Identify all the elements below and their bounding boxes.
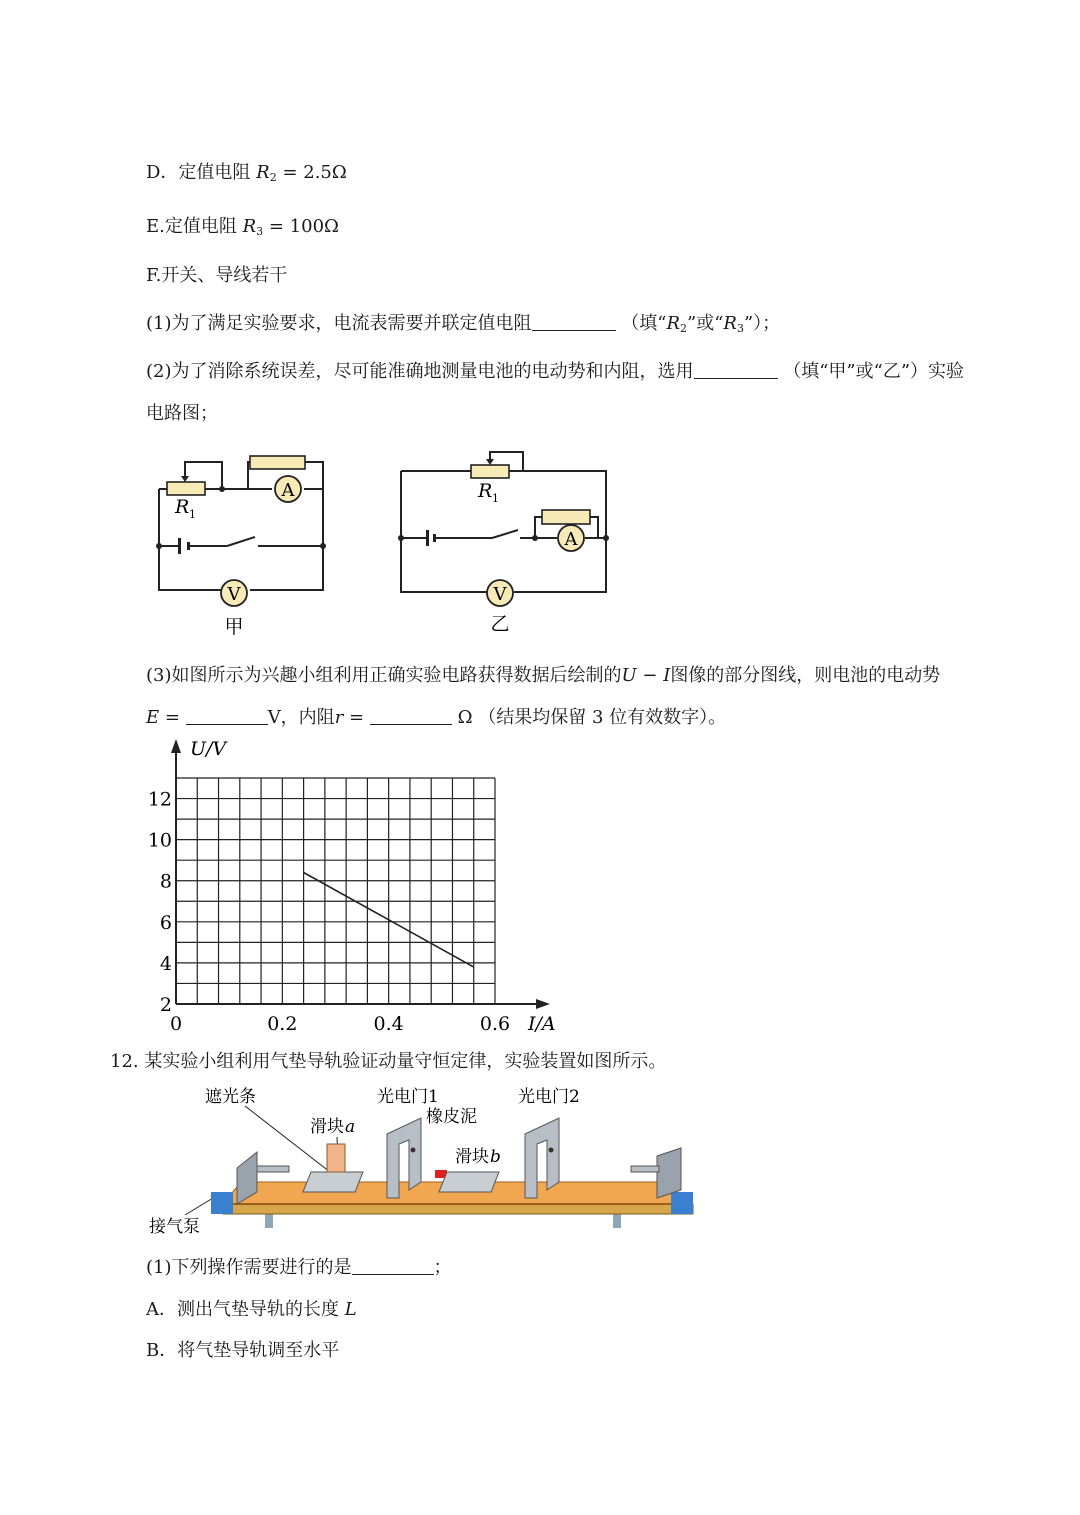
y-tick-label: 12 xyxy=(147,788,172,811)
question-12-1 xyxy=(146,1253,452,1279)
label-slider-a: 滑块 xyxy=(310,1117,344,1137)
question-3-text-2: 图像的部分图线，则电池的电动势 xyxy=(670,665,941,686)
resistor-parallel xyxy=(250,456,305,469)
question-3 xyxy=(146,661,940,687)
voltmeter-label: V xyxy=(493,584,507,605)
x-tick-label: 0 xyxy=(169,1013,183,1035)
x-tick-label: 0.2 xyxy=(267,1013,298,1035)
slider-a xyxy=(303,1172,363,1192)
circuit-jia xyxy=(145,448,345,640)
x-axis-arrow-icon xyxy=(536,999,550,1009)
question-1-text: (1)为了满足实验要求，电流表需要并联定值电阻 xyxy=(146,313,532,334)
question-12-1-text: (1)下列操作需要进行的是 xyxy=(146,1257,352,1278)
r1-label: R xyxy=(478,480,493,502)
q1-r3: R xyxy=(723,313,737,334)
question-12-1-end: ； xyxy=(433,1257,452,1278)
option-12-b: B．将气垫导轨调至水平 xyxy=(146,1340,340,1361)
r2-value: = 2.5Ω xyxy=(276,162,347,183)
internal-resistance-label: r = xyxy=(334,707,365,728)
q1-r2-sub: 2 xyxy=(680,322,687,335)
voltmeter-label: V xyxy=(227,584,241,605)
question-12-number: 12. xyxy=(110,1051,139,1072)
r3-symbol: R xyxy=(242,216,257,237)
ammeter-label: A xyxy=(564,529,578,550)
y-axis-label: U/V xyxy=(190,738,227,760)
resistor-parallel xyxy=(542,510,590,524)
answer-blank-12-1[interactable] xyxy=(352,1258,434,1275)
rheostat-slider-icon xyxy=(181,476,189,482)
right-bracket xyxy=(657,1148,681,1198)
r3-value: = 100Ω xyxy=(263,216,339,237)
label-shade-strip: 遮光条 xyxy=(205,1087,256,1107)
option-d-text: D．定值电阻 xyxy=(146,162,257,183)
answer-blank-r[interactable] xyxy=(370,708,452,725)
volt-unit-text: V，内阻 xyxy=(267,707,335,728)
question-2-text: (2)为了消除系统误差，尽可能准确地测量电池的电动势和内阻，选用 xyxy=(146,361,694,382)
emf-label: E = xyxy=(146,707,180,728)
precision-note: （结果均保留 3 位有效数字）。 xyxy=(478,707,727,728)
r1-label: R xyxy=(175,496,190,518)
answer-blank-emf[interactable] xyxy=(186,708,268,725)
option-e-text: E.定值电阻 xyxy=(146,216,243,237)
battery-icon xyxy=(178,538,181,554)
question-2 xyxy=(146,357,964,383)
circuit-yi xyxy=(392,440,624,636)
length-symbol: L xyxy=(344,1299,357,1320)
end-block xyxy=(671,1192,693,1214)
x-axis-label: I/A xyxy=(528,1013,556,1035)
q1-r2: R xyxy=(666,313,680,334)
y-tick-label: 2 xyxy=(159,994,172,1016)
q1-hint-mid: ”或“ xyxy=(687,313,724,334)
r2-symbol: R xyxy=(256,162,270,183)
x-tick-label: 0.4 xyxy=(373,1013,404,1035)
ammeter-label: A xyxy=(281,480,295,501)
x-tick-label: 0.6 xyxy=(479,1013,511,1035)
question-12-text: 某实验小组利用气垫导轨验证动量守恒定律，实验装置如图所示。 xyxy=(144,1051,667,1072)
q1-hint-close: ”）； xyxy=(743,313,781,334)
answer-blank-1[interactable] xyxy=(532,314,616,331)
rheostat-slider-icon xyxy=(486,459,494,465)
option-f: F.开关、导线若干 xyxy=(146,265,288,286)
question-3-text-1: (3)如图所示为兴趣小组利用正确实验电路获得数据后绘制的 xyxy=(146,665,622,686)
question-2-line-2: 电路图； xyxy=(146,403,218,424)
question-2-hint: （填“甲”或“乙”）实验 xyxy=(783,361,965,382)
label-b: b xyxy=(490,1147,501,1167)
label-slider-b: 滑块 xyxy=(455,1147,489,1167)
r3-subscript: 3 xyxy=(256,225,264,238)
y-tick-label: 10 xyxy=(147,829,172,852)
question-12 xyxy=(110,1047,666,1073)
question-1 xyxy=(146,309,780,335)
r1-subscript: 1 xyxy=(189,508,196,521)
label-air-pump: 接气泵 xyxy=(149,1217,200,1237)
y-axis-arrow-icon xyxy=(171,739,181,753)
base-plank xyxy=(223,1204,693,1214)
option-d xyxy=(146,158,347,184)
label-a: a xyxy=(345,1117,356,1137)
shade-strip xyxy=(327,1144,345,1172)
y-tick-label: 6 xyxy=(159,911,172,934)
option-12-a-text: A．测出气垫导轨的长度 xyxy=(146,1299,345,1320)
rheostat-r1 xyxy=(167,482,205,495)
circuit-caption-yi: 乙 xyxy=(490,613,510,635)
answer-blank-2[interactable] xyxy=(694,362,778,379)
q1-hint-open: （填“ xyxy=(621,313,667,334)
battery-icon xyxy=(426,530,429,546)
option-12-a xyxy=(146,1295,357,1321)
air-track-apparatus xyxy=(145,1080,705,1240)
circuit-caption-jia: 甲 xyxy=(224,616,244,638)
label-gate-1: 光电门1 xyxy=(377,1087,439,1107)
y-tick-label: 8 xyxy=(159,870,172,893)
rheostat-r1 xyxy=(471,465,509,478)
q1-r3-sub: 3 xyxy=(736,322,744,335)
label-clay: 橡皮泥 xyxy=(426,1107,477,1127)
ui-symbol: U − I xyxy=(621,665,671,686)
r2-subscript: 2 xyxy=(269,171,277,184)
r1-subscript: 1 xyxy=(492,492,499,505)
ui-chart xyxy=(140,735,570,1040)
air-inlet-block xyxy=(211,1192,233,1214)
slider-b xyxy=(439,1172,499,1192)
y-tick-label: 4 xyxy=(159,952,172,975)
ohm-unit: Ω xyxy=(457,707,473,728)
label-gate-2: 光电门2 xyxy=(518,1087,580,1107)
question-3-line-2 xyxy=(146,703,726,729)
option-e xyxy=(146,212,339,238)
